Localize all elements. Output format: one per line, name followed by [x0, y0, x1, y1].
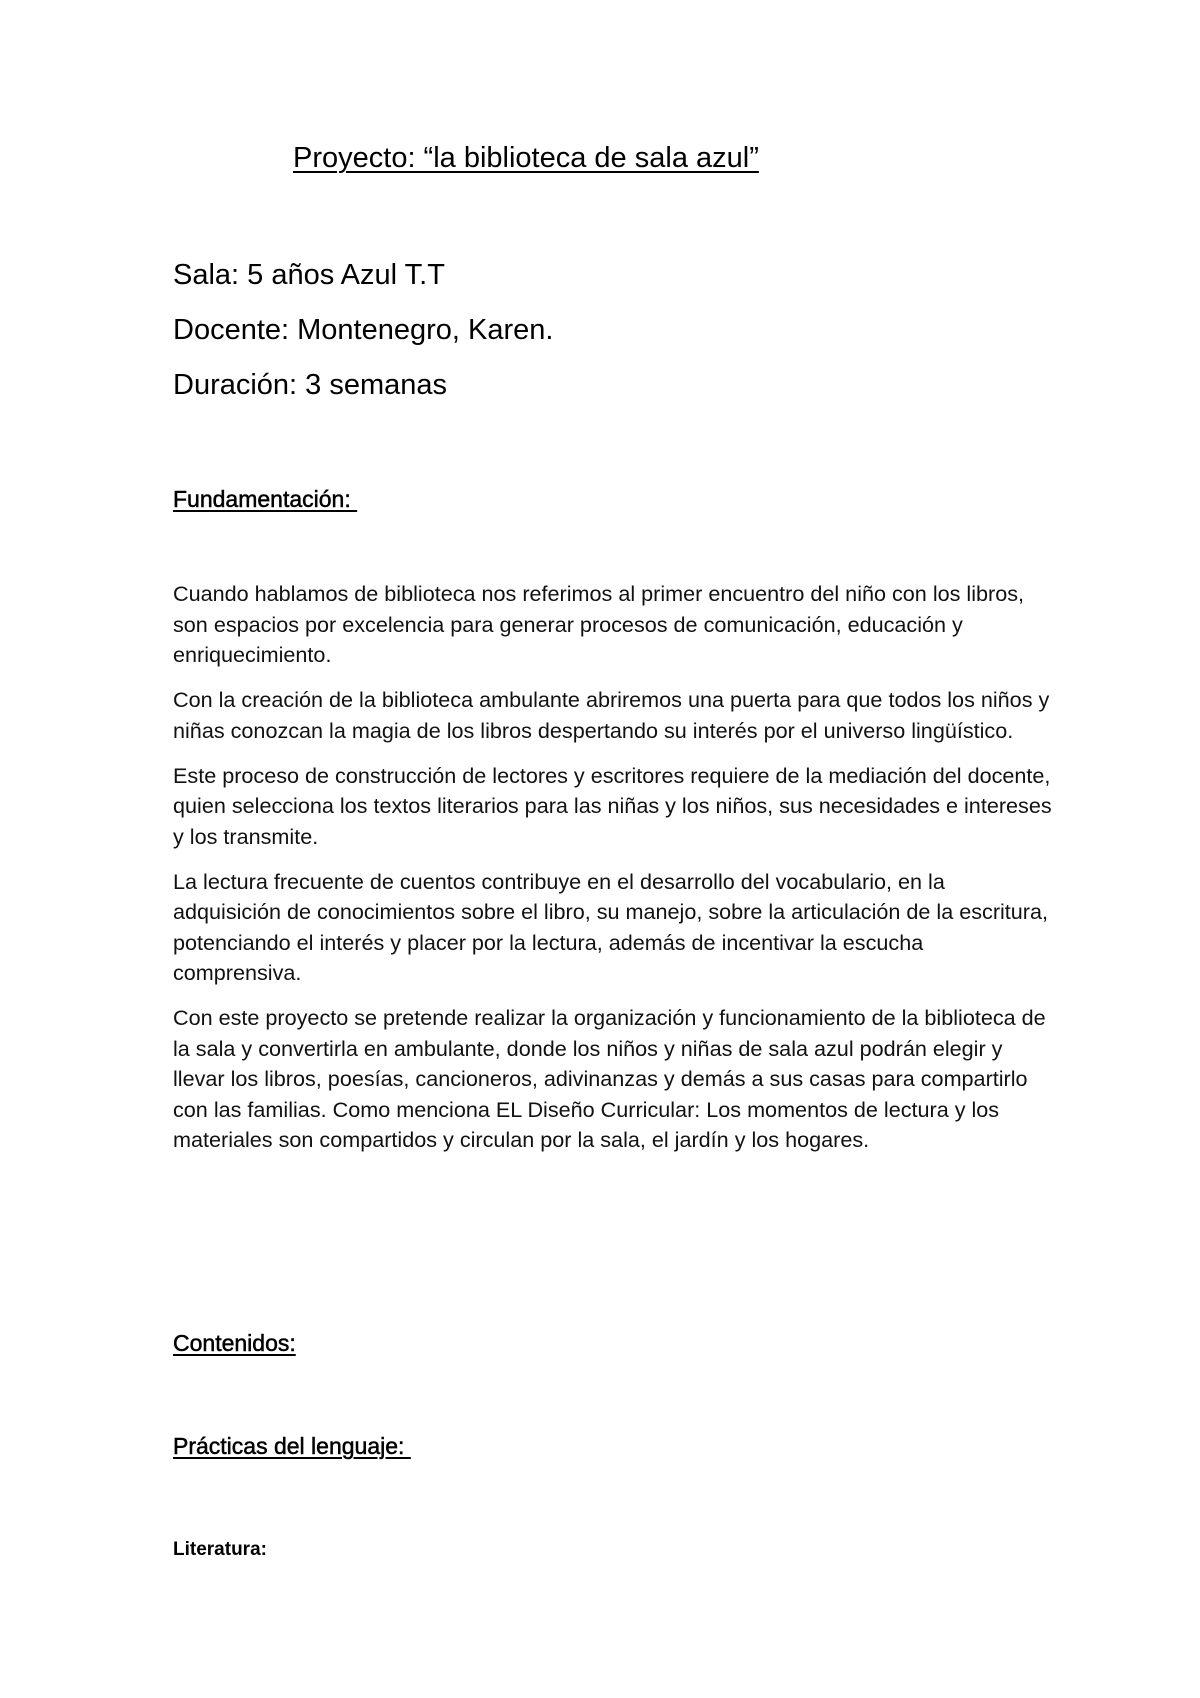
meta-duracion: Duración: 3 semanas	[173, 369, 448, 401]
contenidos-heading: Contenidos:	[173, 1330, 296, 1356]
paragraph: Con la creación de la biblioteca ambulante abriremos una puerta para que todos los niños y niñas conozcan la magia de los libros despertando su interés por el universo lingüístico.	[173, 687, 1050, 743]
meta-sala: Sala: 5 años Azul T.T	[173, 259, 445, 291]
practicas-lenguaje-heading: Prácticas del lenguaje:	[173, 1433, 411, 1459]
literatura-heading: Literatura:	[173, 1539, 267, 1560]
fundamentacion-body	[173, 579, 1053, 1170]
meta-docente: Docente: Montenegro, Karen.	[173, 314, 554, 346]
document-title: Proyecto: “la biblioteca de sala azul”	[293, 142, 759, 174]
paragraph: Cuando hablamos de biblioteca nos referimos al primer encuentro del niño con los libros, son espacios por excelencia para generar procesos de comunicación, educación y enriquecimiento.	[173, 581, 1025, 667]
paragraph: Este proceso de construcción de lectores y escritores requiere de la mediación del docente, quien selecciona los textos literarios para las niñas y los niños, sus necesidades e intereses y los transmite.	[173, 762, 1052, 849]
paragraph: La lectura frecuente de cuentos contribuye en el desarrollo del vocabulario, en la adquisición de conocimientos sobre el libro, su manejo, sobre la articulación de la escritura, potenciando el interés y placer por la lectura, además de incentivar la escucha comprensiva.	[173, 868, 1049, 985]
paragraph: Con este proyecto se pretende realizar la organización y funcionamiento de la biblioteca de la sala y convertirla en ambulante, donde los niños y niñas de sala azul podrán elegir y llevar los libros, poesías, cancioneros, adivinanzas y demás a sus casas para compartirlo con las familias. Como menciona EL Diseño Curricular: Los momentos de lectura y los materiales son compartidos y circulan por la sala, el jardín y los hogares.	[173, 1005, 1046, 1152]
fundamentacion-heading: Fundamentación:	[173, 486, 358, 512]
